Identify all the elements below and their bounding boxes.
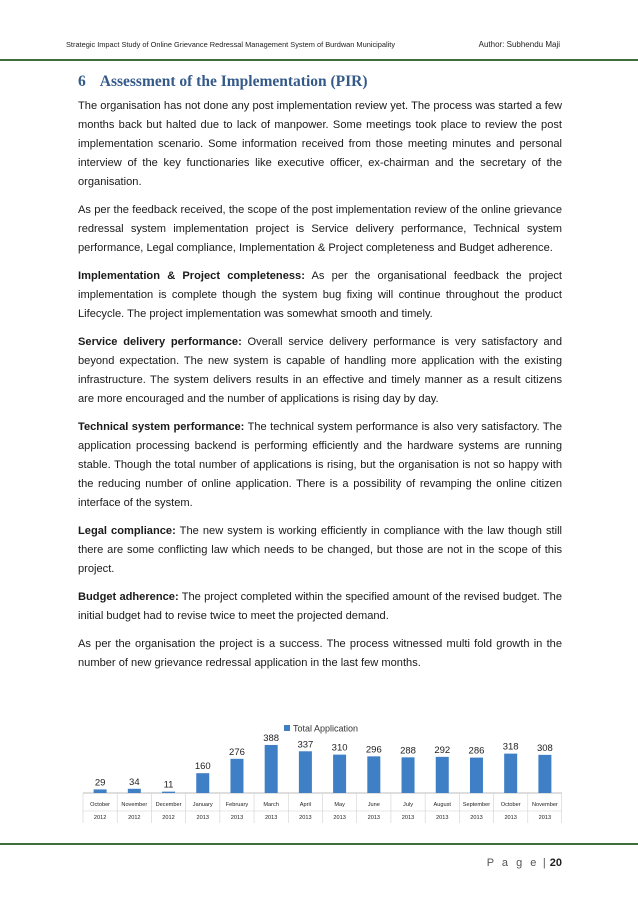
paragraph-budget — [78, 588, 562, 626]
data-label: 292 — [434, 744, 451, 756]
completeness-text: As per the organisational feedback the project implementation is complete though the system bug fixing will continue throughout the product Lifecycle. The project implementation was somewhat smooth and timely. — [78, 270, 563, 320]
data-label: 11 — [163, 779, 174, 791]
technical-text: The technical system performance is also very satisfactory. The application processing backend is performing efficiently and the hardware systems are running stable. Though the total number of applications is rising, but the organisation is not so happy with the reducing number of online application. There is a possibility of revamping the online citizen interface of the system. — [78, 421, 562, 509]
data-label: 308 — [536, 742, 553, 754]
tick-label-month: February — [225, 802, 249, 808]
page-separator: | — [542, 857, 546, 869]
bar — [333, 755, 346, 793]
paragraph-scope: As per the feedback received, the scope of the post implementation review of the online grievance redressal system implementation project is Service delivery performance, Technical system performance, Legal compliance, Implementation & Project completeness and Budget adherence. — [78, 204, 562, 254]
data-label: 286 — [468, 745, 485, 757]
technical-label: Technical system performance: — [78, 421, 245, 433]
tick-label-year: 2013 — [470, 815, 483, 821]
bar — [162, 792, 175, 793]
tick-label-month: May — [334, 802, 345, 808]
legend-swatch — [284, 725, 290, 731]
paragraph-service — [78, 333, 562, 409]
tick-label-month: November — [531, 802, 558, 808]
data-label: 296 — [365, 744, 382, 756]
applications-chart — [78, 722, 562, 824]
page-header — [66, 40, 560, 54]
chart-svg — [78, 722, 562, 824]
legal-label: Legal compliance: — [78, 525, 176, 537]
tick-label-month: November — [121, 802, 148, 808]
paragraph-completeness — [78, 267, 562, 324]
page-number: 20 — [549, 857, 562, 869]
bar — [265, 745, 278, 793]
data-label: 310 — [331, 742, 348, 754]
tick-label-month: July — [403, 802, 414, 808]
bar — [436, 757, 449, 793]
header-author: Author: Subhendu Maji — [478, 40, 560, 49]
footer-rule — [0, 843, 638, 845]
tick-label-year: 2013 — [538, 815, 552, 821]
tick-label-month: April — [299, 802, 311, 808]
bar — [230, 759, 243, 793]
header-title: Strategic Impact Study of Online Grievance Redressal Management System of Burdwan Municipality — [66, 40, 396, 49]
tick-label-month: August — [433, 802, 451, 808]
bar — [94, 789, 107, 793]
legal-text: The new system is working efficiently in compliance with the law though still there are some conflicting law which needs to be changed, but those are not in the scope of this project. — [78, 525, 563, 575]
data-label: 288 — [400, 745, 416, 757]
data-label: 160 — [194, 761, 211, 773]
tick-label-year: 2012 — [128, 815, 141, 821]
bar — [470, 758, 483, 793]
tick-label-month: June — [367, 802, 380, 808]
paragraph-technical — [78, 418, 562, 513]
bar — [402, 757, 415, 793]
tick-label-year: 2012 — [162, 815, 175, 821]
tick-label-year: 2013 — [436, 815, 449, 821]
section-title: Assessment of the Implementation (PIR) — [99, 73, 368, 90]
tick-label-year: 2013 — [367, 815, 381, 821]
tick-label-year: 2013 — [196, 815, 209, 821]
tick-label-month: January — [192, 802, 213, 808]
bar — [299, 751, 312, 793]
service-label: Service delivery performance: — [78, 336, 242, 348]
tick-label-month: March — [263, 802, 279, 808]
paragraph-conclusion: As per the organisation the project is a success. The process witnessed multi fold growth in the number of new grievance redressal application in the last few months. — [78, 638, 562, 669]
data-label: 318 — [502, 741, 519, 753]
legend-label: Total Application — [293, 723, 359, 734]
paragraph-intro: The organisation has not done any post implementation review yet. The process was started a few months back but halted due to lack of manpower. Some meetings took place to review the post implementation scenario. Some information received from those meeting minutes and personal interview of the key functionaries like executive officer, ex-chairman and the secretary of the organisation. — [78, 100, 562, 188]
bar — [367, 756, 380, 793]
bar — [196, 773, 209, 793]
tick-label-year: 2013 — [401, 815, 415, 821]
bar — [538, 755, 551, 793]
section-number: 6 — [78, 73, 86, 90]
header-rule — [0, 59, 638, 61]
data-label: 29 — [94, 777, 106, 789]
page-label: P a g e — [486, 857, 539, 869]
tick-label-month: December — [155, 802, 182, 808]
data-label: 34 — [129, 776, 140, 788]
data-label: 276 — [229, 746, 245, 758]
page-content — [78, 72, 562, 682]
tick-label-year: 2013 — [299, 815, 312, 821]
tick-label-month: October — [500, 802, 521, 808]
section-heading — [78, 72, 562, 92]
completeness-label: Implementation & Project completeness: — [78, 270, 305, 282]
data-label: 388 — [263, 732, 280, 744]
data-label: 337 — [297, 739, 314, 751]
budget-text: The project completed within the specified amount of the revised budget. The initial budget had to revise twice to meet the projected demand. — [78, 591, 562, 622]
tick-label-year: 2013 — [504, 815, 517, 821]
tick-label-year: 2013 — [264, 815, 278, 821]
tick-label-month: October — [90, 802, 111, 808]
tick-label-year: 2013 — [230, 815, 244, 821]
tick-label-year: 2012 — [93, 815, 107, 821]
paragraph-legal — [78, 522, 562, 579]
page-footer — [487, 857, 562, 869]
bar — [504, 754, 517, 793]
tick-label-month: September — [462, 802, 491, 808]
service-text: Overall service delivery performance is very satisfactory and beyond expectation. The new system is capable of handling more application with the existing infrastructure. The system delivers results in an effective and timely manner as a result citizens are more encouraged and the number of applications is rising day by day. — [78, 336, 562, 405]
budget-label: Budget adherence: — [78, 591, 179, 603]
bar — [128, 789, 141, 793]
tick-label-year: 2013 — [333, 815, 346, 821]
